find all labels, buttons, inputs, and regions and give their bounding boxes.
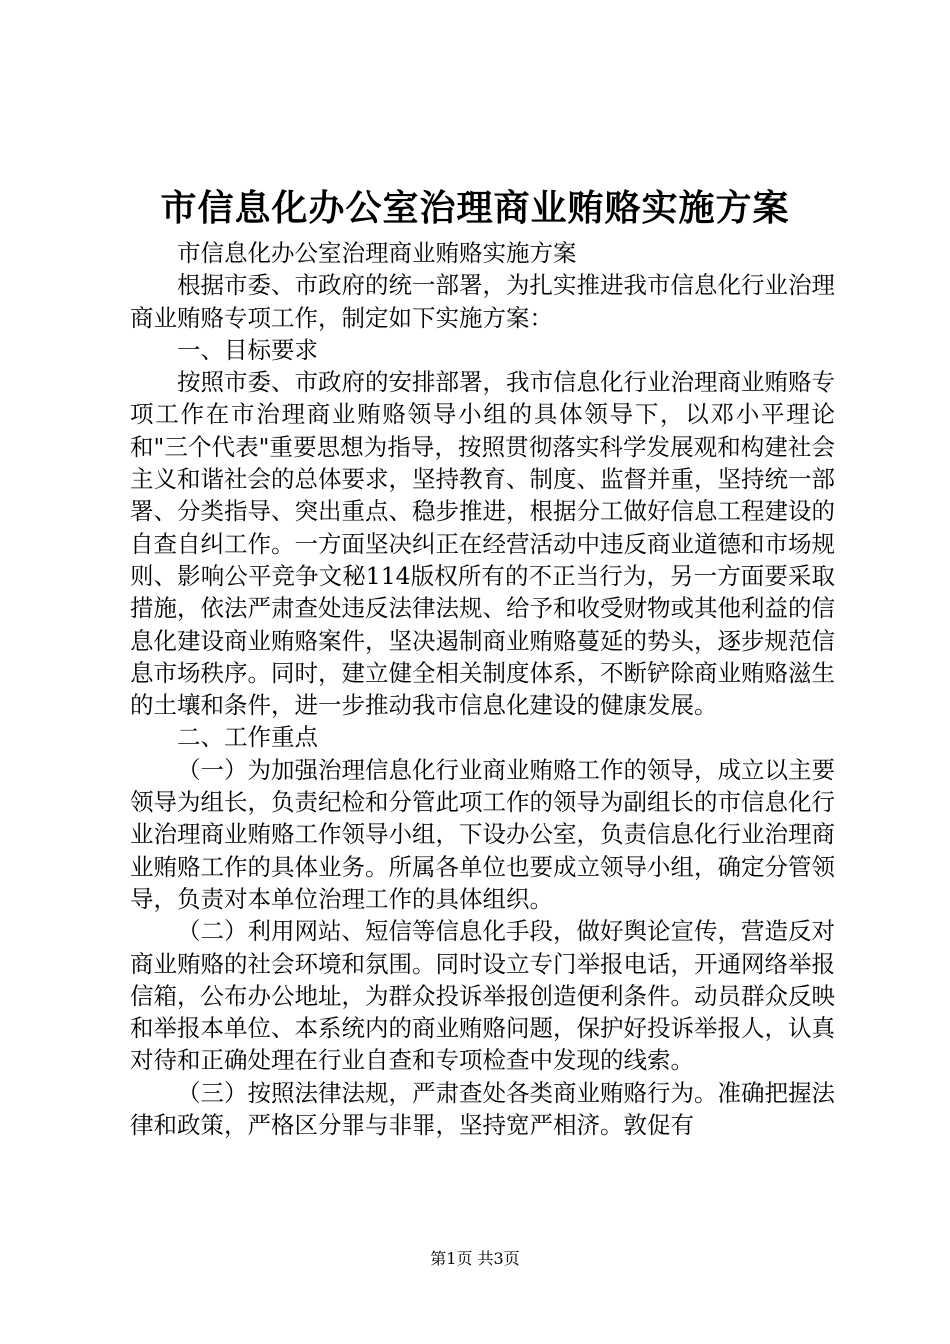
paragraph-goals: 按照市委、市政府的安排部署，我市信息化行业治理商业贿赂专项工作在市治理商业贿赂领导小组的具体领导下，以邓小平理论和"三个代表"重要思想为指导，按照贯彻落实科学发展观和构建社会主义和谐社会的总体要求，坚持教育、制度、监督并重，坚持统一部署、分类指导、突出重点、稳步推进，根据分工做好信息工程建设的自查自纠工作。一方面坚决纠正在经营活动中违反商业道德和市场规则、影响公平竞争文秘114版权所有的不正当行为，另一方面要采取措施，依法严肃查处违反法律法规、给予和收受财物或其他利益的信息化建设商业贿赂案件，坚决遏制商业贿赂蔓延的势头，逐步规范信息市场秩序。同时，建立健全相关制度体系，不断铲除商业贿赂滋生的土壤和条件，进一步推动我市信息化建设的健康发展。 (130, 368, 835, 720)
document-body (130, 237, 835, 1141)
page-footer: 第1页 共3页 (430, 1249, 520, 1268)
section-heading-focus: 二、工作重点 (177, 723, 318, 752)
paragraph-focus-2: （二）利用网站、短信等信息化手段，做好舆论宣传，营造反对商业贿赂的社会环境和氛围。同时设立专门举报电话，开通网络举报信箱，公布办公地址，为群众投诉举报创造便利条件。动员群众反映和举报本单位、本系统内的商业贿赂问题，保护好投诉举报人，认真对待和正确处理在行业自查和专项检查中发现的线索。 (130, 917, 835, 1075)
section-heading-goals: 一、目标要求 (177, 335, 318, 364)
paragraph-intro: 根据市委、市政府的统一部署，为扎实推进我市信息化行业治理商业贿赂专项工作，制定如下实施方案： (130, 271, 835, 332)
document-title: 市信息化办公室治理商业贿赂实施方案 (160, 187, 790, 229)
paragraph-focus-3: （三）按照法律法规，严肃查处各类商业贿赂行为。准确把握法律和政策，严格区分罪与非罪，坚持宽严相济。敦促有 (130, 1078, 835, 1140)
paragraph-focus-1: （一）为加强治理信息化行业商业贿赂工作的领导，成立以主要领导为组长，负责纪检和分管此项工作的领导为副组长的市信息化行业治理商业贿赂工作领导小组，下设办公室，负责信息化行业治理商业贿赂工作的具体业务。所属各单位也要成立领导小组，确定分管领导，负责对本单位治理工作的具体组织。 (130, 755, 835, 913)
paragraph-title-repeat: 市信息化办公室治理商业贿赂实施方案 (177, 239, 577, 267)
